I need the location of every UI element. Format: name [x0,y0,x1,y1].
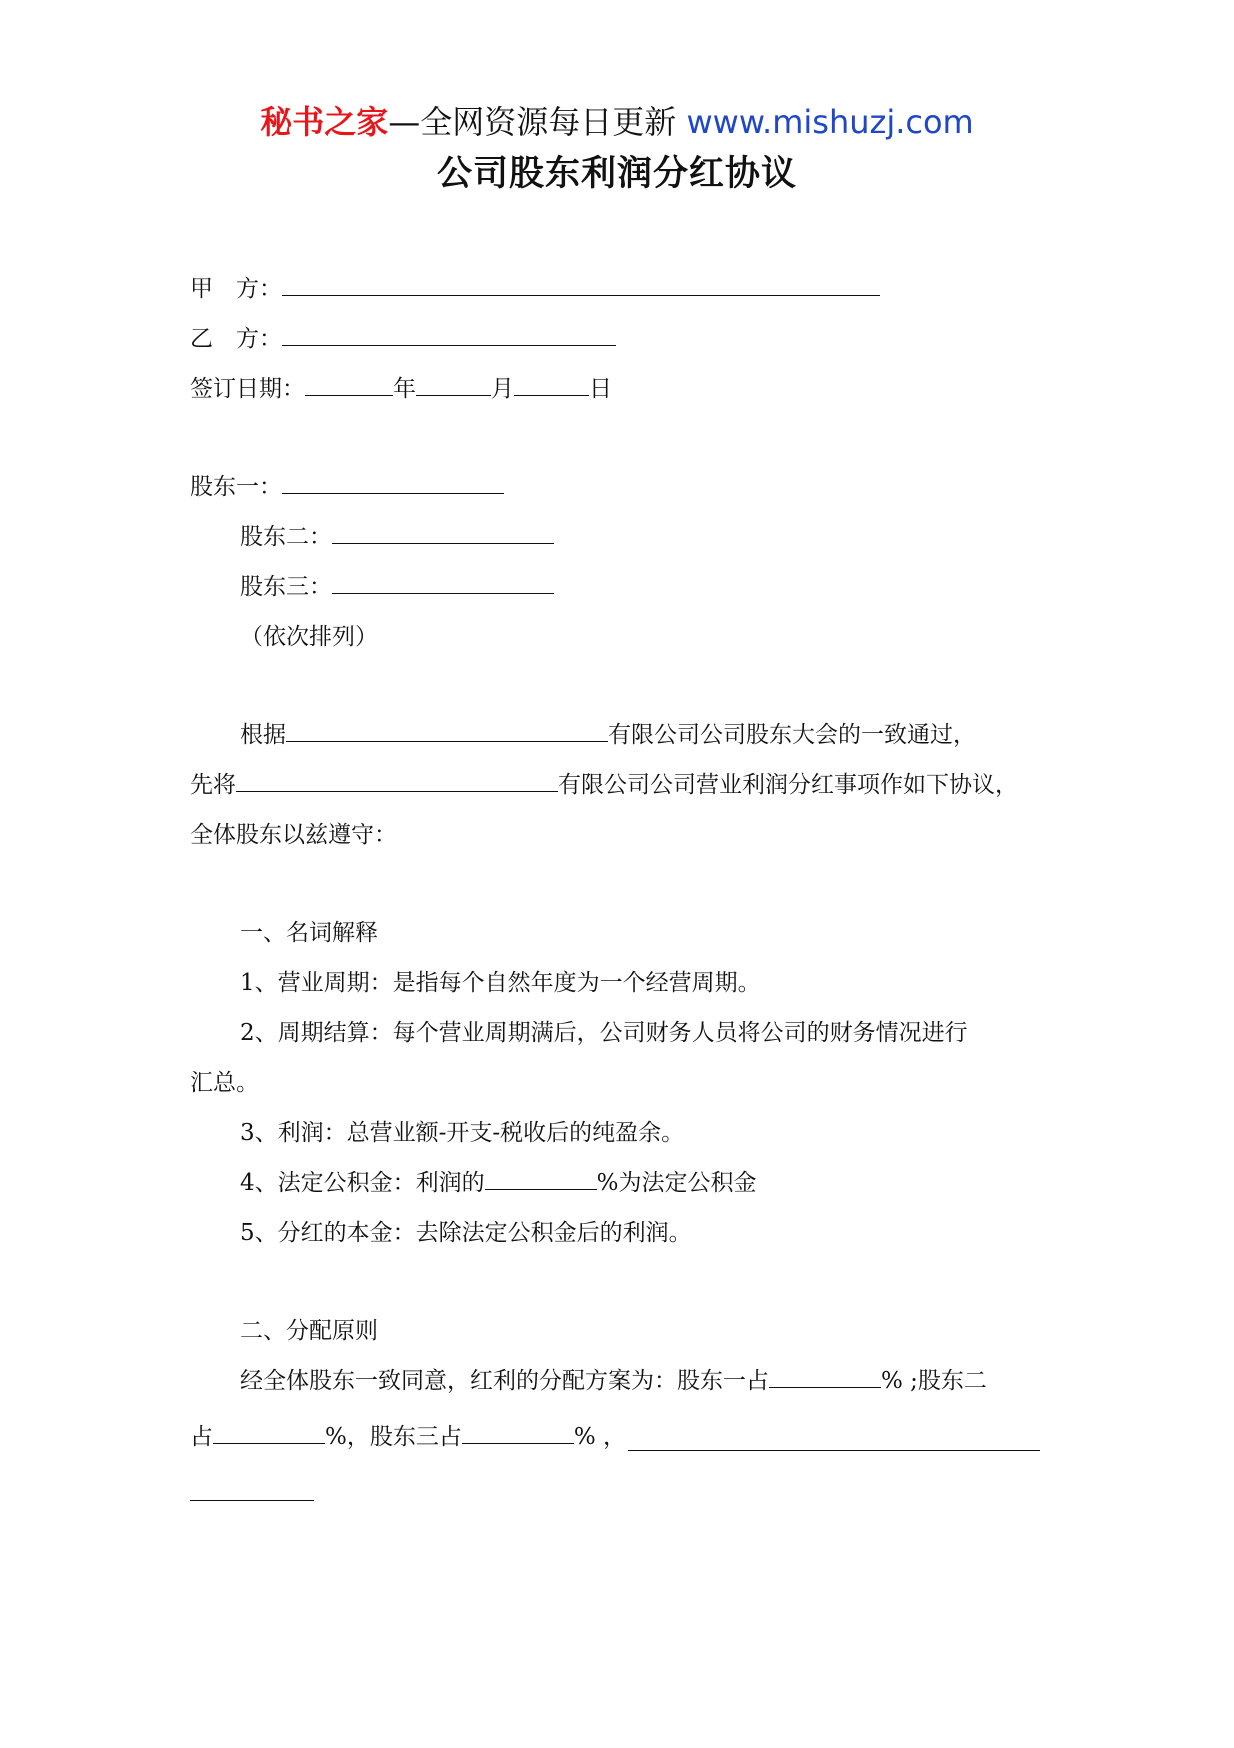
definition-3: 3、利润：总营业额-开支-税收后的纯盈余。 [240,1120,685,1146]
definition-4-suffix: %为法定公积金 [596,1170,757,1196]
shareholder-1-field[interactable] [282,471,504,494]
definition-4-prefix: 4、法定公积金：利润的 [240,1170,485,1196]
shareholder-2-row [240,520,554,554]
shareholder-1-row [190,470,504,504]
distribution-prefix: 经全体股东一致同意，红利的分配方案为：股东一占 [240,1368,769,1394]
definition-2: 2、周期结算：每个营业周期满后，公司财务人员将公司的财务情况进行 [240,1020,968,1046]
distribution-mid-2: %，股东三占 [325,1424,462,1450]
site-url[interactable]: www.mishuzj.com [686,103,974,141]
party-b-field[interactable] [282,323,616,346]
shareholder-3-field[interactable] [332,571,554,594]
distribution-line-1 [240,1364,987,1398]
month-label: 月 [491,376,514,402]
intro-2-suffix: 有限公司公司营业利润分红事项作如下协议， [558,772,1018,798]
signing-date-row [190,372,612,406]
shareholder-2-percent-field[interactable] [213,1421,325,1444]
day-label: 日 [589,376,612,402]
year-label: 年 [393,376,416,402]
shareholder-1-label: 股东一： [190,474,282,500]
intro-1-prefix: 根据 [240,722,286,748]
definition-1: 1、营业周期：是指每个自然年度为一个经营周期。 [240,970,761,996]
distribution-mid-1: % ;股东二 [881,1368,987,1394]
intro-line-2 [190,768,1018,802]
definition-2-continued: 汇总。 [190,1070,259,1096]
party-b-label: 乙 方： [190,326,282,352]
intro-2-prefix: 先将 [190,772,236,798]
distribution-extra-blank-continued[interactable] [190,1500,314,1501]
definition-5: 5、分红的本金：去除法定公积金后的利润。 [240,1220,692,1246]
intro-1-suffix: 有限公司公司股东大会的一致通过， [608,722,976,748]
distribution-mid-3: % ， [573,1424,627,1450]
shareholder-3-row [240,570,554,604]
distribution-extra-blank[interactable] [628,1450,1040,1451]
document-title: 公司股东利润分红协议 [436,154,797,194]
definition-4 [240,1166,757,1200]
party-a-label: 甲 方： [190,276,282,302]
company-name-field-1[interactable] [286,719,608,742]
distribution-line-2 [190,1420,626,1454]
brand-name: 秘书之家 [260,103,389,141]
shareholder-1-percent-field[interactable] [769,1365,881,1388]
intro-line-3: 全体股东以兹遵守： [190,822,397,848]
distribution-line-2-prefix: 占 [190,1424,213,1450]
shareholder-3-label: 股东三： [240,574,332,600]
section-2-heading: 二、分配原则 [240,1318,378,1344]
shareholder-3-percent-field[interactable] [462,1421,574,1444]
party-b-row [190,322,616,356]
company-name-field-2[interactable] [236,769,558,792]
signing-date-label: 签订日期： [190,376,305,402]
shareholder-2-label: 股东二： [240,524,332,550]
reserve-percent-field[interactable] [485,1167,597,1190]
month-field[interactable] [416,373,491,396]
section-1-heading: 一、名词解释 [240,920,378,946]
party-a-field[interactable] [282,273,880,296]
party-a-row [190,272,880,306]
order-note: （依次排列） [240,624,378,650]
site-banner [0,100,1234,144]
intro-line-1 [240,718,976,752]
year-field[interactable] [305,373,393,396]
day-field[interactable] [514,373,589,396]
banner-tagline: —全网资源每日更新 [388,103,687,141]
shareholder-2-field[interactable] [332,521,554,544]
